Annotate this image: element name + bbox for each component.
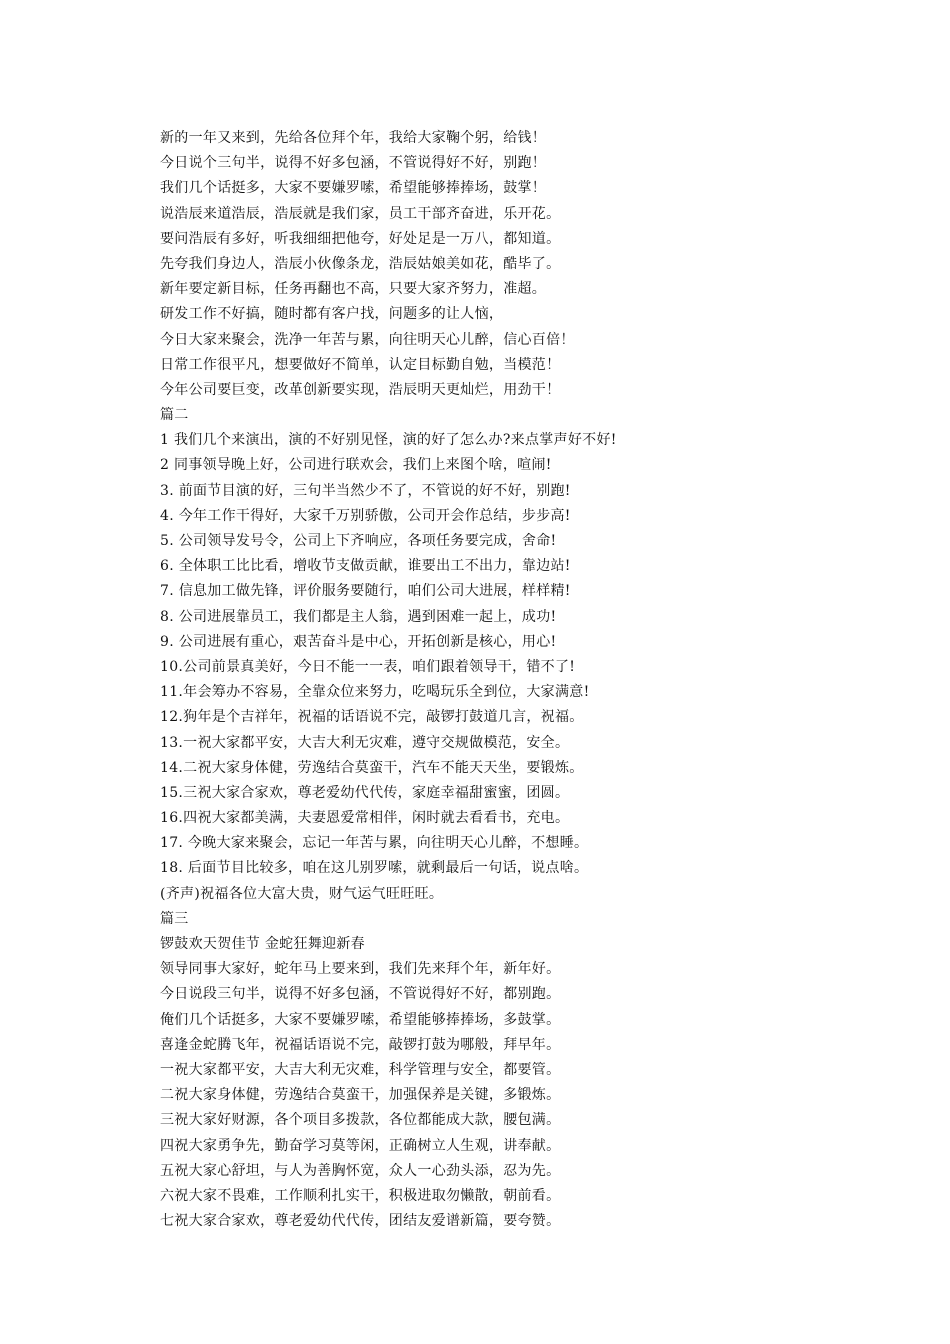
text-line: 10.公司前景真美好，今日不能一一表，咱们跟着领导干，错不了! xyxy=(160,658,576,675)
text-line: 我们几个话挺多，大家不要嫌罗嗦，希望能够捧捧场，鼓掌！ xyxy=(160,180,547,197)
text-line: 4. 今年工作干得好，大家千万别骄傲，公司开会作总结，步步高! xyxy=(160,507,571,524)
text-line: 六祝大家不畏难，工作顺利扎实干，积极进取勿懒散，朝前看。 xyxy=(160,1187,561,1204)
text-line: 领导同事大家好，蛇年马上要来到，我们先来拜个年，新年好。 xyxy=(160,961,561,978)
text-line: 五祝大家心舒坦，与人为善胸怀宽，众人一心劲头添，忍为先。 xyxy=(160,1162,561,1179)
document-page xyxy=(160,126,860,1234)
text-line: 17. 今晚大家来聚会，忘记一年苦与累，向往明天心儿醉，不想睡。 xyxy=(160,835,589,852)
text-line: 新年要定新目标，任务再翻也不高，只要大家齐努力，准超。 xyxy=(160,281,547,298)
text-line: 说浩辰来道浩辰，浩辰就是我们家，员工干部齐奋进，乐开花。 xyxy=(160,205,561,222)
text-line: 16.四祝大家都美满，夫妻恩爱常相伴，闲时就去看看书，充电。 xyxy=(160,810,570,827)
text-line: 5. 公司领导发号令，公司上下齐响应，各项任务要完成，舍命! xyxy=(160,533,557,549)
text-line: 二祝大家身体健，劳逸结合莫蛮干，加强保养是关键，多锻炼。 xyxy=(160,1087,561,1104)
text-line: 2 同事领导晚上好，公司进行联欢会，我们上来图个啥，喧闹! xyxy=(160,457,552,474)
text-line: 14.二祝大家身体健，劳逸结合莫蛮干，汽车不能天天坐，要锻炼。 xyxy=(160,759,584,776)
text-line: 四祝大家勇争先，勤奋学习莫等闲，正确树立人生观，讲奉献。 xyxy=(160,1137,561,1154)
text-line: 俺们几个话挺多，大家不要嫌罗嗦，希望能够捧捧场，多鼓掌。 xyxy=(160,1011,561,1028)
text-line: 3. 前面节目演的好，三句半当然少不了，不管说的好不好，别跑! xyxy=(160,482,571,499)
text-line: 18. 后面节目比较多，咱在这儿别罗嗦，就剩最后一句话，说点啥。 xyxy=(160,860,589,877)
text-line: 三祝大家好财源，各个项目多拨款，各位都能成大款，腰包满。 xyxy=(160,1112,561,1129)
text-line: 喜逢金蛇腾飞年，祝福话语说不完，敲锣打鼓为哪般，拜早年。 xyxy=(160,1036,561,1053)
text-line: 新的一年又来到，先给各位拜个年，我给大家鞠个躬，给钱！ xyxy=(160,130,547,146)
text-line: 今年公司要巨变，改革创新要实现，浩辰明天更灿烂，用劲干！ xyxy=(160,381,561,398)
text-line: 研发工作不好搞，随时都有客户找，问题多的让人恼， xyxy=(160,306,504,323)
text-line: 12.狗年是个吉祥年，祝福的话语说不完，敲锣打鼓道几言，祝福。 xyxy=(160,709,584,726)
text-line: 今日说段三句半，说得不好多包涵，不管说得好不好，都别跑。 xyxy=(160,986,561,1003)
text-line: 要问浩辰有多好，听我细细把他夸，好处足是一万八，都知道。 xyxy=(160,230,561,247)
text-line: 先夸我们身边人，浩辰小伙像条龙，浩辰姑娘美如花，酷毕了。 xyxy=(160,255,561,272)
text-line: 今日大家来聚会，洗净一年苦与累，向往明天心儿醉，信心百倍！ xyxy=(160,331,575,348)
text-line: 8. 公司进展靠员工，我们都是主人翁，遇到困难一起上，成功! xyxy=(160,608,557,625)
text-line: 13.一祝大家都平安，大吉大利无灾难，遵守交规做模范，安全。 xyxy=(160,734,570,751)
text-line: 今日说个三句半，说得不好多包涵，不管说得好不好，别跑！ xyxy=(160,155,547,172)
section-heading: 篇二 xyxy=(160,407,189,424)
text-line: 日常工作很平凡，想要做好不简单，认定目标勤自勉，当模范！ xyxy=(160,356,561,373)
text-line: 15.三祝大家合家欢，尊老爱幼代代传，家庭幸福甜蜜蜜，团圆。 xyxy=(160,784,570,801)
text-line: 七祝大家合家欢，尊老爱幼代代传，团结友爱谱新篇，要夸赞。 xyxy=(160,1213,561,1230)
text-line: 6. 全体职工比比看，增收节支做贡献，谁要出工不出力，靠边站! xyxy=(160,558,571,575)
text-line: 一祝大家都平安，大吉大利无灾难，科学管理与安全，都要管。 xyxy=(160,1061,561,1078)
section-subtitle: 锣鼓欢天贺佳节 金蛇狂舞迎新春 xyxy=(160,936,365,952)
text-line: 1 我们几个来演出，演的不好别见怪，演的好了怎么办?来点掌声好不好! xyxy=(160,432,617,449)
text-line: 7. 信息加工做先锋，评价服务要随行，咱们公司大进展，样样精! xyxy=(160,583,571,600)
section-heading: 篇三 xyxy=(160,910,189,927)
text-line: 11.年会筹办不容易，全靠众位来努力，吃喝玩乐全到位，大家满意! xyxy=(160,684,590,701)
text-line: (齐声)祝福各位大富大贵，财气运气旺旺旺。 xyxy=(160,885,444,902)
text-line: 9. 公司进展有重心，艰苦奋斗是中心，开拓创新是核心，用心! xyxy=(160,633,557,650)
